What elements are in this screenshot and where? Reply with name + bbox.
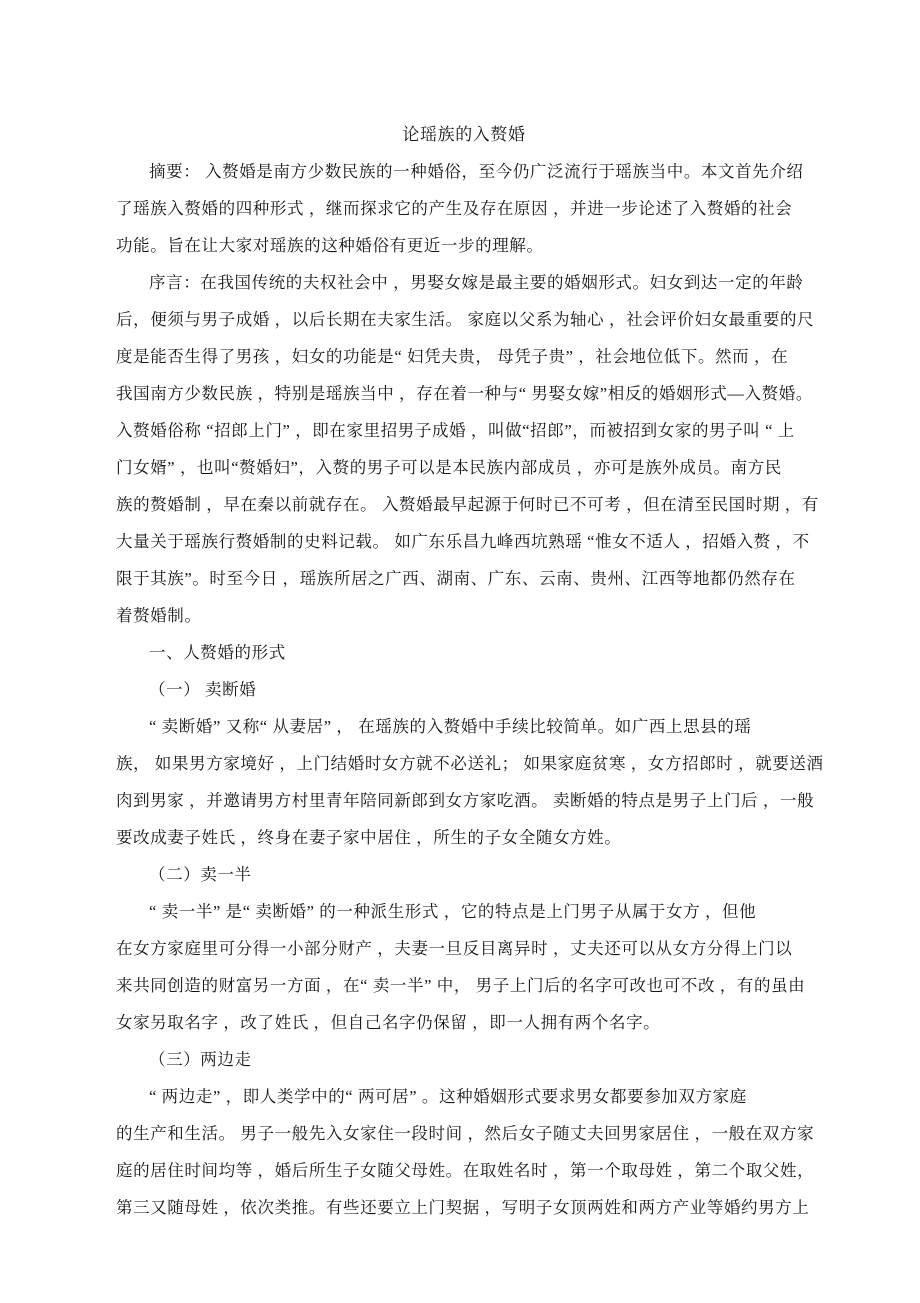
text-line: 了瑶族入赘婚的四种形式 ，继而探求它的产生及存在原因 ，并进一步论述了入赘婚的社会 xyxy=(116,199,793,218)
text-line: 要改成妻子姓氏 ，终身在妻子家中居住 ，所生的子女全随女方姓。 xyxy=(116,828,622,847)
text-line: 女家另取名字 ，改了姓氏 ，但自己名字仍保留 ，即一人拥有两个名字。 xyxy=(116,1013,661,1032)
subsection-heading: （三）两边走 xyxy=(149,1050,252,1069)
text-line: 族， 如果男方家境好 ，上门结婚时女方就不必送礼； 如果家庭贫寒 ，女方招郎时 ，就要送酒 xyxy=(116,754,824,773)
text-line: 门女婿” ，也叫“赘婚妇”，入赘的男子可以是本民族内部成员 ，亦可是族外成员。南方民 xyxy=(116,458,782,477)
text-line: 肉到男家 ，并邀请男方村里青年陪同新郎到女方家吃酒。 卖断婚的特点是男子上门后 ，一般 xyxy=(116,791,815,810)
text-line: 入赘婚俗称 “招郎上门” ，即在家里招男子成婚 ，叫做“招郎”，而被招到女家的男子叫 “ 上 xyxy=(116,421,795,440)
text-line: 来共同创造的财富另一方面 ，在“ 卖一半” 中， 男子上门后的名字可改也可不改 ，有的虽由 xyxy=(116,976,806,995)
text-line: 在女方家庭里可分得一小部分财产 ，夫妻一旦反目离异时 ，丈夫还可以从女方分得上门以 xyxy=(116,939,793,958)
text-line: 庭的居住时间均等 ，婚后所生子女随父母姓。在取姓名时 ，第一个取母姓 ，第二个取父姓， xyxy=(116,1161,815,1180)
text-line: 功能。旨在让大家对瑶族的这种婚俗有更近一步的理解。 xyxy=(116,236,544,255)
text-line: “ 两边走” ，即人类学中的“ 两可居” 。这种婚姻形式要求男女都要参加双方家庭 xyxy=(149,1087,747,1106)
text-line: 族的赘婚制 ，早在秦以前就存在。 入赘婚最早起源于何时已不可考 ，但在清至民国时期 ，有 xyxy=(116,495,819,514)
text-line: 着赘婚制。 xyxy=(116,606,202,625)
text-line: “ 卖断婚” 又称“ 从妻居” ， 在瑶族的入赘婚中手续比较简单。如广西上思县的瑶 xyxy=(149,717,752,736)
text-line: 摘要： 入赘婚是南方少数民族的一种婚俗，至今仍广泛流行于瑶族当中。本文首先介绍 xyxy=(149,162,804,181)
subsection-heading: （二）卖一半 xyxy=(149,865,252,884)
text-line: 我国南方少数民族 ，特别是瑶族当中 ，存在着一种与“ 男娶女嫁”相反的婚姻形式—入赘婚。 xyxy=(116,384,813,403)
text-line: 度是能否生得了男孩 ，妇女的功能是“ 妇凭夫贵， 母凭子贵” ，社会地位低下。然而 ，在 xyxy=(116,347,789,366)
text-line: 序言：在我国传统的夫权社会中 ，男娶女嫁是最主要的婚姻形式。妇女到达一定的年龄 xyxy=(149,273,804,292)
text-line: 大量关于瑶族行赘婚制的史料记载。 如广东乐昌九峰西坑熟瑶 “惟女不适人 ，招婚入赘 ，不 xyxy=(116,532,810,551)
text-line: 限于其族”。时至今日 ，瑶族所居之广西、湖南、广东、云南、贵州、江西等地都仍然存在 xyxy=(116,569,796,588)
section-heading: 一、人赘婚的形式 xyxy=(149,643,286,662)
text-line: 的生产和生活。 男子一般先入女家住一段时间 ，然后女子随丈夫回男家居住 ，一般在双方家 xyxy=(116,1124,815,1143)
text-line: “ 卖一半” 是“ 卖断婚” 的一种派生形式 ，它的特点是上门男子从属于女方 ，但他 xyxy=(149,902,757,921)
subsection-heading: （一） 卖断婚 xyxy=(149,680,257,699)
text-line: 后，便须与男子成婚 ，以后长期在夫家生活。 家庭以父系为轴心 ，社会评价妇女最重要的尺 xyxy=(116,310,815,329)
text-line: 第三又随母姓 ，依次类推。有些还要立上门契据 ，写明子女顶两姓和两方产业等婚约男方上 xyxy=(116,1198,810,1217)
document-title: 论瑶族的入赘婚 xyxy=(402,125,526,144)
